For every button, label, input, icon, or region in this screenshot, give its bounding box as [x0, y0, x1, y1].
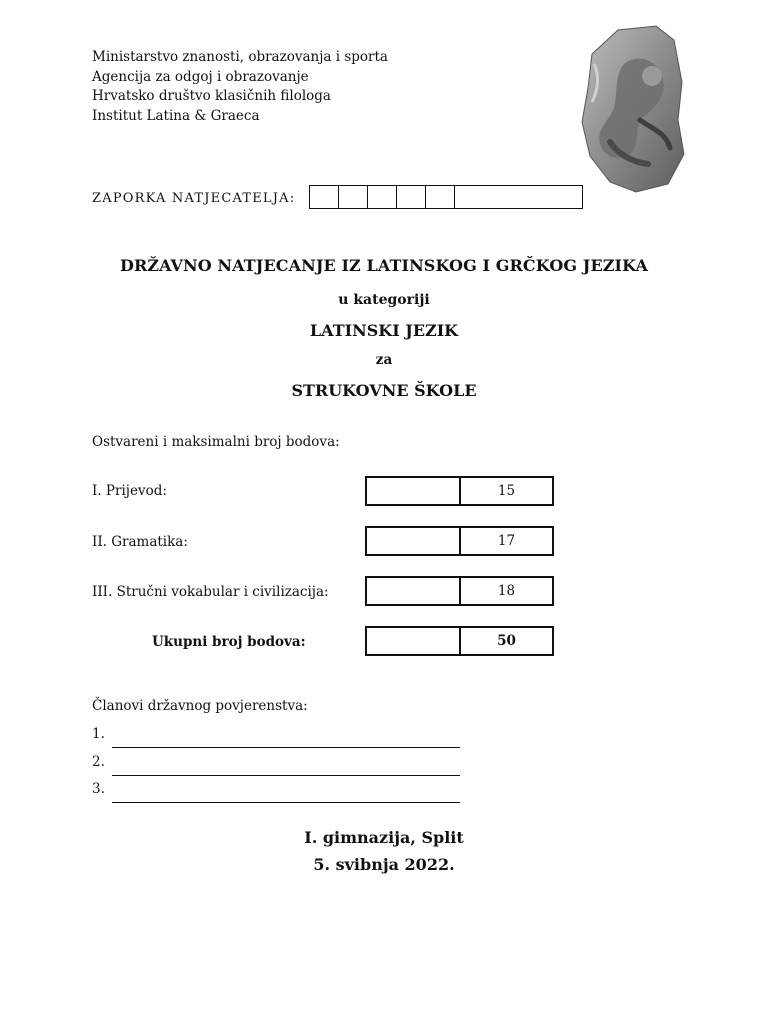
competition-title: DRŽAVNO NATJECANJE IZ LATINSKOG I GRČKOG JEZIKA [119, 256, 649, 275]
max-total-value: 50 [497, 633, 516, 649]
translation-score-box [365, 476, 554, 506]
relief-sculpture-image [570, 24, 688, 194]
category-for: za [375, 352, 393, 368]
code-cell[interactable] [397, 186, 426, 208]
contestant-code-label: ZAPORKA NATJECATELJA: [92, 191, 296, 206]
date: 5. svibnja 2022. [313, 855, 455, 874]
organization-line: Institut Latina & Graeca [92, 108, 260, 125]
achieved-points-field[interactable] [367, 578, 461, 604]
member-number: 2. [92, 754, 105, 770]
category-intro: u kategoriji [338, 292, 430, 308]
total-points-label: Ukupni broj bodova: [152, 634, 306, 650]
code-cell[interactable] [368, 186, 397, 208]
school-type: STRUKOVNE ŠKOLE [291, 381, 477, 400]
total-score-box [365, 626, 554, 656]
venue: I. gimnazija, Split [304, 828, 464, 847]
vocabulary-score-box [365, 576, 554, 606]
achieved-points-field[interactable] [367, 478, 461, 504]
code-cell[interactable] [426, 186, 455, 208]
translation-label: I. Prijevod: [92, 483, 167, 499]
member-signature-line[interactable] [112, 775, 460, 776]
achieved-total-field[interactable] [367, 628, 461, 654]
member-signature-line[interactable] [112, 747, 460, 748]
member-number: 3. [92, 781, 105, 797]
code-cell[interactable] [310, 186, 339, 208]
organization-line: Hrvatsko društvo klasičnih filologa [92, 88, 331, 105]
vocabulary-label: III. Stručni vokabular i civilizacija: [92, 584, 329, 600]
committee-label: Članovi državnog povjerenstva: [92, 698, 308, 714]
contestant-code-boxes[interactable] [309, 185, 583, 209]
organization-line: Ministarstvo znanosti, obrazovanja i sporta [92, 49, 388, 65]
member-number: 1. [92, 726, 105, 742]
grammar-label: II. Gramatika: [92, 534, 188, 550]
max-points-value: 15 [497, 483, 516, 499]
member-signature-line[interactable] [112, 802, 460, 803]
grammar-score-box [365, 526, 554, 556]
achieved-points-field[interactable] [367, 528, 461, 554]
points-intro-label: Ostvareni i maksimalni broj bodova: [92, 434, 340, 450]
max-points-value: 17 [497, 533, 516, 549]
organization-line: Agencija za odgoj i obrazovanje [92, 68, 309, 85]
code-cell-wide[interactable] [455, 186, 582, 208]
code-cell[interactable] [339, 186, 368, 208]
max-points-value: 18 [497, 583, 516, 599]
category-name: LATINSKI JEZIK [309, 321, 459, 340]
organizations-block [92, 48, 388, 127]
